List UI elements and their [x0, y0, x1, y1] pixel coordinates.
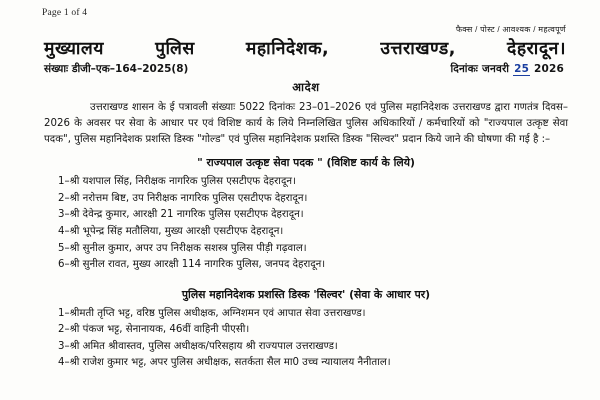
- title-word-0: मुख्यालय: [44, 39, 104, 59]
- list-item: 4–श्री भूपेन्द्र सिंह मतौलिया, मुख्य आरक्षी एसटीएफ देहरादून।: [58, 225, 284, 237]
- list-item: 4–श्री राजेश कुमार भट्ट, अपर पुलिस अधीक्षक, सतर्कता सैल मा0 उच्च न्यायालय नैनीताल।: [58, 357, 391, 369]
- list-item: 1–श्री यशपाल सिंह, निरीक्षक नागरिक पुलिस एसटीएफ देहरादून।: [58, 176, 296, 188]
- list-item: 6–श्री सुनील रावत, मुख्य आरक्षी 114 नागरिक पुलिस, जनपद देहरादून।: [58, 259, 326, 271]
- title-word-1: पुलिस: [155, 39, 195, 59]
- title-word-3: उत्तराखण्ड,: [380, 39, 456, 59]
- list-item: 2–श्री पंकज भट्ट, सेनानायक, 46वीं वाहिनी पीएसी।: [58, 324, 250, 336]
- title-word-2: महानिदेशक,: [245, 39, 330, 59]
- section-heading-governor-medal: " राज्यपाल उत्कृष्ट सेवा पदक " (विशिष्ट कार्य के लिये): [197, 156, 415, 170]
- awardee-list-silver-disc: [40, 306, 572, 372]
- list-item: 3–श्री अमित श्रीवास्तव, पुलिस अधीक्षक/परिसहाय श्री राज्यपाल उत्तराखण्ड।: [58, 340, 338, 352]
- letter-number: संख्याः डीजी–एक–164–2025(8): [44, 63, 189, 75]
- section-heading-silver-disc: पुलिस महानिदेशक प्रशस्ति डिस्क 'सिल्वर' (सेवा के आधार पर): [181, 287, 431, 301]
- list-item: 3–श्री देवेन्द्र कुमार, आरक्षी 21 नागरिक पुलिस एसटीएफ देहरादून।: [58, 209, 304, 221]
- letter-date: [450, 62, 564, 76]
- list-item: 5–श्री सुनील कुमार, अपर उप निरीक्षक सशस्त्र पुलिस पीड़ी गढ़वाल।: [58, 242, 307, 254]
- date-day-highlight: 25: [514, 63, 530, 75]
- date-prefix: दिनांकः जनवरी: [450, 63, 510, 75]
- list-item: 1–श्रीमती तृप्ति भट्ट, वरिष्ठ पुलिस अधीक्षक, अग्निशमन एवं आपात सेवा उत्तराखण्ड।: [58, 307, 366, 319]
- list-item: 2–श्री नरोत्तम बिष्ट, उप निरीक्षक नागरिक पुलिस एसटीएफ देहरादून।: [58, 192, 308, 204]
- urgency-note: फैक्स / पोस्ट / आवश्यक / महत्वपूर्ण: [455, 25, 566, 34]
- date-year: 2026: [533, 63, 564, 75]
- page-bottom-fade: [0, 386, 600, 400]
- order-paragraph-text: उत्तराखण्ड शासन के ई पत्रावली संख्याः 5022 दिनांकः 23–01–2026 एवं पुलिस महानिदेशक उत्तराखण्ड द्वारा गणतंत्र दिवस–2026 के अवसर पर सेवा के आधार पर एवं विशिष्ट कार्य के लिये निम्नलिखित पुलिस अधिकारियों / कर्मचारियों को "राज्यपाल उत्कृष्ट सेवा पदक", पुलिस महानिदेशक प्रशस्ति डिस्क "गोल्ड" एवं पुलिस महानिदेशक प्रशस्ति डिस्क "सिल्वर" प्रदान किये जाने की घोषणा की गई है :–: [44, 102, 568, 145]
- order-paragraph: [40, 100, 572, 147]
- letterhead-title: [40, 36, 572, 60]
- title-word-4: देहरादून।: [507, 39, 566, 59]
- section-spacer: [40, 274, 572, 279]
- awardee-list-governor-medal: [40, 174, 572, 273]
- page-number-label: Page 1 of 4: [42, 8, 88, 18]
- order-heading: आदेश: [292, 80, 320, 94]
- letter-meta: [40, 62, 572, 76]
